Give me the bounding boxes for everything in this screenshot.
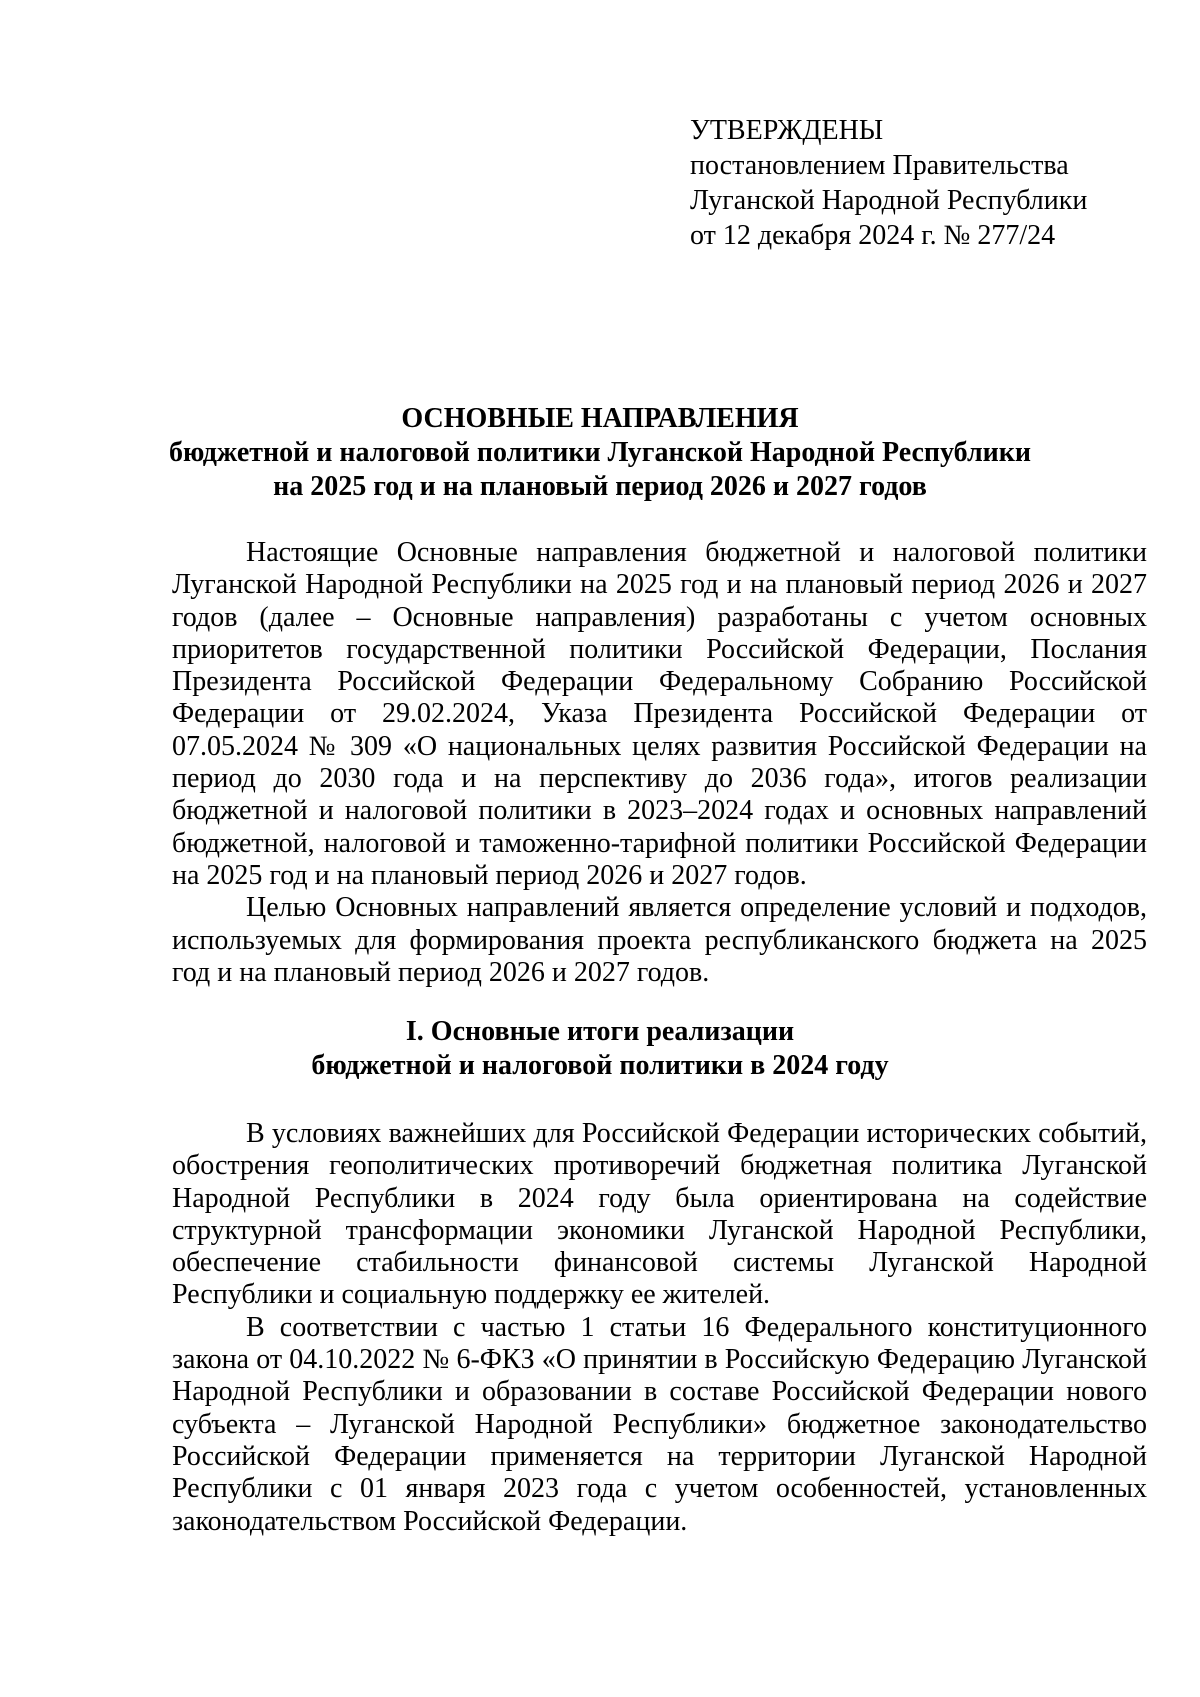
- approval-title: УТВЕРЖДЕНЫ: [690, 115, 884, 146]
- section-1-heading-line-2: бюджетной и налоговой политики в 2024 году: [311, 1050, 889, 1081]
- section-1-body: [172, 1118, 1147, 1538]
- section-1-heading-line-1: I. Основные итоги реализации: [405, 1016, 795, 1047]
- approval-authority: Луганской Народной Республики: [690, 185, 1088, 216]
- intro-paragraph-2: Целью Основных направлений является определение условий и подходов, используемых для формирования проекта республиканского бюджета на 2025 год и на плановый период 2026 и 2027 годов.: [172, 892, 1147, 988]
- document-title: [100, 402, 1100, 504]
- intro-paragraph-1: Настоящие Основные направления бюджетной и налоговой политики Луганской Народной Республики на 2025 год и на плановый период 2026 и 2027 годов (далее – Основные направления) разработаны с учетом основных приоритетов государственной политики Российской Федерации, Послания Президента Российской Федерации Федеральному Собранию Российской Федерации от 29.02.2024, Указа Президента Российской Федерации от 07.05.2024 № 309 «О национальных целях развития Российской Федерации на период до 2030 года и на перспективу до 2036 года», итогов реализации бюджетной и налоговой политики в 2023–2024 годах и основных направлений бюджетной, налоговой и таможенно-тарифной политики Российской Федерации на 2025 год и на плановый период 2026 и 2027 годов.: [172, 537, 1147, 891]
- document-title-line-2: бюджетной и налоговой политики Луганской Народной Республики: [168, 437, 1032, 468]
- approval-resolution: постановлением Правительства: [690, 150, 1069, 181]
- approval-date-number: от 12 декабря 2024 г. № 277/24: [690, 220, 1056, 251]
- section-1-heading: [100, 1015, 1100, 1083]
- approval-stamp: [690, 113, 1087, 253]
- section-1-paragraph-2: В соответствии с частью 1 статьи 16 Федерального конституционного закона от 04.10.2022 № 6-ФКЗ «О принятии в Российскую Федерацию Луганской Народной Республики и образовании в составе Российской Федерации нового субъекта – Луганской Народной Республики» бюджетное законодательство Российской Федерации применяется на территории Луганской Народной Республики с 01 января 2023 года с учетом особенностей, установленных законодательством Российской Федерации.: [172, 1311, 1147, 1537]
- document-title-line-3: на 2025 год и на плановый период 2026 и 2027 годов: [273, 471, 927, 502]
- intro-section: [172, 537, 1147, 989]
- document-title-line-1: ОСНОВНЫЕ НАПРАВЛЕНИЯ: [401, 403, 799, 434]
- section-1-paragraph-1: В условиях важнейших для Российской Федерации исторических событий, обострения геополитических противоречий бюджетная политика Луганской Народной Республики в 2024 году была ориентирована на содействие структурной трансформации экономики Луганской Народной Республики, обеспечение стабильности финансовой системы Луганской Народной Республики и социальную поддержку ее жителей.: [172, 1118, 1147, 1311]
